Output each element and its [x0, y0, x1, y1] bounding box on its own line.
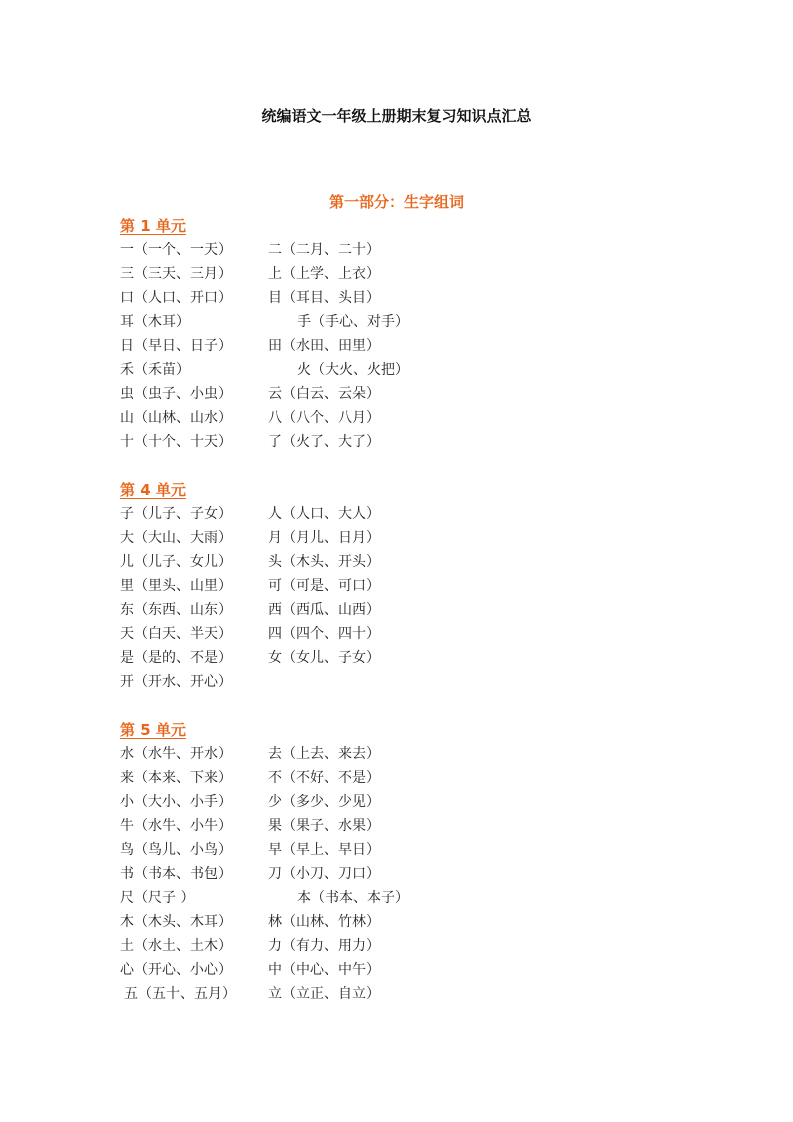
word-row	[120, 958, 560, 982]
word-entry: 果（果子、水果）	[268, 818, 380, 834]
word-row	[120, 286, 560, 310]
word-row	[120, 838, 560, 862]
word-entry: 女（女儿、子女）	[268, 650, 380, 666]
word-entry: 大（大山、大雨）	[120, 530, 232, 546]
word-entry: 日（早日、日子）	[120, 338, 232, 354]
word-entry: 水（水牛、开水）	[120, 746, 232, 762]
word-row	[120, 742, 560, 766]
word-row	[120, 886, 560, 910]
word-row	[120, 982, 560, 1006]
word-row	[120, 790, 560, 814]
word-row	[120, 430, 560, 454]
word-entry: 林（山林、竹林）	[268, 914, 380, 930]
word-entry: 牛（水牛、小牛）	[120, 818, 232, 834]
word-row	[120, 310, 560, 334]
word-entry: 天（白天、半天）	[120, 626, 232, 642]
word-row	[120, 550, 560, 574]
word-entry: 一（一个、一天）	[120, 242, 232, 258]
word-entry: 头（木头、开头）	[268, 554, 380, 570]
word-entry: 人（人口、大人）	[268, 506, 380, 522]
word-entry: 刀（小刀、刀口）	[268, 866, 380, 882]
word-entry: 东（东西、山东）	[120, 602, 232, 618]
word-entry: 儿（儿子、女儿）	[120, 554, 232, 570]
word-row	[120, 670, 560, 694]
word-entry: 土（水土、土木）	[120, 938, 232, 954]
word-entry: 心（开心、小心）	[120, 962, 232, 978]
word-row	[120, 526, 560, 550]
word-entry: 三（三天、三月）	[120, 266, 232, 282]
page-title: 统编语文一年级上册期末复习知识点汇总	[261, 107, 532, 125]
word-entry: 书（书本、书包）	[120, 866, 232, 882]
word-row	[120, 502, 560, 526]
word-entry: 木（木头、木耳）	[120, 914, 232, 930]
word-row	[120, 358, 560, 382]
word-entry: 手（手心、对手）	[297, 314, 409, 330]
word-entry: 口（人口、开口）	[120, 290, 232, 306]
part-title: 第一部分：生字组词	[328, 193, 464, 211]
word-row	[120, 934, 560, 958]
word-row	[120, 910, 560, 934]
word-entry: 不（不好、不是）	[268, 770, 380, 786]
word-row	[120, 814, 560, 838]
word-entry: 中（中心、中午）	[268, 962, 380, 978]
unit-heading: 第 1 单元	[120, 217, 186, 235]
word-entry: 立（立正、自立）	[268, 986, 380, 1002]
word-entry: 上（上学、上衣）	[268, 266, 380, 282]
word-row	[120, 622, 560, 646]
word-entry: 可（可是、可口）	[268, 578, 380, 594]
word-entry: 西（西瓜、山西）	[268, 602, 380, 618]
word-row	[120, 646, 560, 670]
word-row	[120, 238, 560, 262]
word-entry: 耳（木耳）	[120, 314, 190, 330]
unit-section-4	[120, 478, 560, 694]
word-entry: 力（有力、用力）	[268, 938, 380, 954]
word-entry: 山（山林、山水）	[120, 410, 232, 426]
word-entry: 二（二月、二十）	[268, 242, 380, 258]
word-entry: 是（是的、不是）	[120, 650, 232, 666]
word-entry: 目（耳目、头目）	[268, 290, 380, 306]
word-entry: 虫（虫子、小虫）	[120, 386, 232, 402]
word-row	[120, 334, 560, 358]
word-entry: 了（火了、大了）	[268, 434, 380, 450]
word-row	[120, 766, 560, 790]
word-entry: 去（上去、来去）	[268, 746, 380, 762]
word-entry: 五（五十、五月）	[124, 986, 236, 1002]
unit-section-5	[120, 718, 560, 1006]
word-entry: 十（十个、十天）	[120, 434, 232, 450]
word-entry: 尺（尺子 ）	[120, 890, 195, 906]
word-entry: 少（多少、少见）	[268, 794, 380, 810]
word-entry: 开（开水、开心）	[120, 674, 232, 690]
word-entry: 田（水田、田里）	[268, 338, 380, 354]
word-entry: 小（大小、小手）	[120, 794, 232, 810]
word-entry: 四（四个、四十）	[268, 626, 380, 642]
word-entry: 来（本来、下来）	[120, 770, 232, 786]
word-row	[120, 598, 560, 622]
word-row	[120, 382, 560, 406]
word-entry: 早（早上、早日）	[268, 842, 380, 858]
word-entry: 火（大火、火把）	[297, 362, 409, 378]
word-row	[120, 862, 560, 886]
word-row	[120, 574, 560, 598]
unit-heading: 第 4 单元	[120, 481, 186, 499]
word-entry: 八（八个、八月）	[268, 410, 380, 426]
word-entry: 里（里头、山里）	[120, 578, 232, 594]
word-row	[120, 262, 560, 286]
word-entry: 禾（禾苗）	[120, 362, 190, 378]
word-entry: 子（儿子、子女）	[120, 506, 232, 522]
unit-section-1	[120, 214, 560, 454]
word-row	[120, 406, 560, 430]
word-entry: 鸟（鸟儿、小鸟）	[120, 842, 232, 858]
word-entry: 本（书本、本子）	[297, 890, 409, 906]
unit-heading: 第 5 单元	[120, 721, 186, 739]
word-entry: 月（月儿、日月）	[268, 530, 380, 546]
word-entry: 云（白云、云朵）	[268, 386, 380, 402]
